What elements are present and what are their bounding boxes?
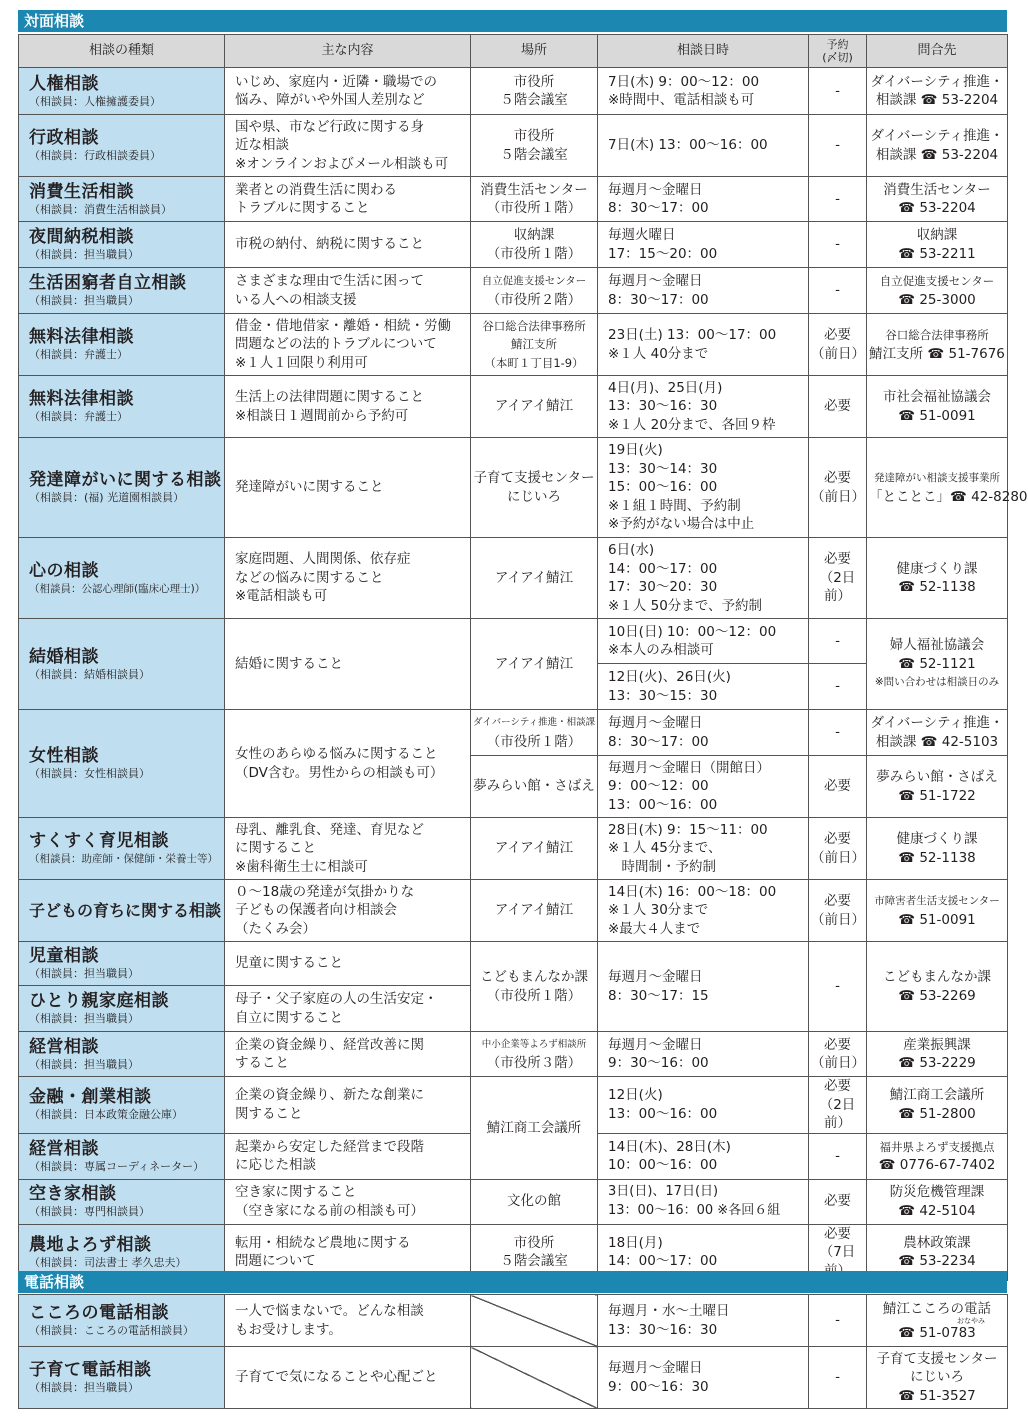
section-title-face: 対面相談 (18, 10, 1007, 32)
content-cell: 空き家に関すること （空き家になる前の相談も可） (225, 1179, 471, 1224)
consult-type-cell (19, 1347, 225, 1409)
datetime-cell: 14日(木)、28日(木) 10：00～16：00 (598, 1133, 809, 1179)
consult-type-cell (19, 314, 225, 376)
contact-line: 「とことこ」☎ 42-8280 (869, 488, 1028, 505)
table-row (19, 1347, 1008, 1409)
consult-staff: （相談員：結婚相談員） (29, 667, 150, 681)
datetime-cell: 毎週月～金曜日（開館日） 9：00～12：00 13：00～16：00 (598, 756, 809, 818)
content-cell: さまざまな理由で生活に困って いる人への相談支援 (225, 268, 471, 314)
consult-type-cell (19, 710, 225, 818)
place-cell: 市役所 ５階会議室 (471, 115, 598, 177)
datetime-cell: 14日(木) 16：00～18：00 ※１人 30分まで ※最大４人まで (598, 880, 809, 942)
datetime-cell: 12日(火)、26日(火) 13：30～15：30 (598, 664, 809, 710)
consult-type-cell (19, 1032, 225, 1077)
reserve-cell: 必要 (809, 376, 867, 438)
datetime-cell: 3日(日)、17日(日) 13：00～16：00 ※各回６組 (598, 1179, 809, 1224)
place-line: （市役所１階） (486, 733, 582, 750)
contact-cell: 鯖江商工会議所 ☎ 51-2800 (867, 1077, 1008, 1134)
datetime-cell: 毎週月～金曜日 8：30～17：00 (598, 268, 809, 314)
reserve-cell: - (809, 942, 867, 1032)
contact-cell: 子育て支援センター にじいろ ☎ 51-3527 (867, 1347, 1008, 1409)
datetime-cell: 毎週月～金曜日 9：30～16：00 (598, 1032, 809, 1077)
consult-type-cell (19, 268, 225, 314)
place-cell: 市役所 ５階会議室 (471, 1224, 598, 1281)
content-cell: 一人で悩まないで。どんな相談 もお受けします。 (225, 1295, 471, 1347)
consult-staff: （相談員：こころの電話相談員） (29, 1324, 194, 1337)
contact-line: 婦人福祉協議会 ☎ 52-1121 (889, 637, 985, 672)
place-line: （市役所３階） (486, 1055, 582, 1071)
contact-line: 市障害者生活支援センター (874, 895, 1000, 907)
consult-staff: （相談員：担当職員） (29, 1012, 139, 1025)
place-cell: こどもまんなか課 （市役所１階） (471, 942, 598, 1032)
consult-type-cell (19, 986, 225, 1032)
contact-cell: ダイバーシティ推進・ 相談課 ☎ 42-5103 (867, 710, 1008, 756)
reserve-cell: - (809, 1347, 867, 1409)
consult-title: 空き家相談 (29, 1184, 117, 1204)
datetime-cell: 6日(水) 14：00～17：00 17：30～20：30 ※１人 50分まで、予約制 (598, 538, 809, 619)
content-cell: 借金・借地借家・離婚・相続・労働 問題などの法的トラブルについて ※１人１回限り利用可 (225, 314, 471, 376)
contact-cell: 夢みらい館・さばえ ☎ 51-1722 (867, 756, 1008, 818)
contact-cell (867, 619, 1008, 710)
datetime-cell: 10日(日) 10：00～12：00 ※本人のみ相談可 (598, 619, 809, 664)
consult-title: 発達障がいに関する相談 (29, 470, 222, 490)
reserve-cell: - (809, 664, 867, 710)
contact-cell (867, 268, 1008, 314)
consult-type-cell (19, 1295, 225, 1347)
consult-staff: （相談員：専属コーディネーター） (29, 1159, 205, 1173)
consult-staff: （相談員：担当職員） (29, 294, 139, 307)
place-cell: アイアイ鯖江 (471, 880, 598, 942)
datetime-cell: 毎週月～金曜日 9：00～16：30 (598, 1347, 809, 1409)
consult-title: 人権相談 (29, 73, 99, 94)
datetime-cell: 19日(火) 13：30～14：30 15：00～16：00 ※１組１時間、予約制 ※予約がない場合は中止 (598, 438, 809, 538)
datetime-cell: 毎週月～金曜日 8：30～17：00 (598, 710, 809, 756)
reserve-cell: - (809, 177, 867, 222)
datetime-cell: 18日(月) 14：00～17：00 (598, 1224, 809, 1281)
datetime-cell: 7日(木) 9：00～12：00 ※時間中、電話相談も可 (598, 68, 809, 115)
consult-title: 児童相談 (29, 946, 99, 966)
consult-title: 夜間納税相談 (29, 227, 134, 247)
consult-title: 子どもの育ちに関する相談 (29, 901, 222, 920)
content-cell: 結婚に関すること (225, 619, 471, 710)
consult-staff: （相談員：消費生活相談員） (29, 202, 172, 216)
reserve-cell: - (809, 222, 867, 268)
place-cell: 子育て支援センター にじいろ (471, 438, 598, 538)
consult-title: 結婚相談 (29, 646, 99, 667)
consult-staff: （相談員：弁護士） (29, 410, 128, 423)
consult-title: 心の相談 (29, 560, 99, 581)
table-row (19, 222, 1008, 268)
consult-title: 無料法律相談 (29, 327, 134, 347)
table-row (19, 538, 1008, 619)
consult-title: 経営相談 (29, 1138, 99, 1159)
content-cell: 業者との消費生活に関わる トラブルに関すること (225, 177, 471, 222)
place-line: （市役所２階） (486, 291, 582, 308)
table-row (19, 68, 1008, 115)
contact-cell (867, 880, 1008, 942)
datetime-cell: 28日(木) 9：15～11：00 ※１人 45分まで、 時間制・予約制 (598, 818, 809, 880)
place-cell (471, 314, 598, 376)
table-row (19, 177, 1008, 222)
ruby-text: おなやみ (957, 1317, 985, 1326)
contact-line: 福井県よろず支援拠点 (879, 1139, 995, 1154)
table-row (19, 1032, 1008, 1077)
content-cell: 母乳、離乳食、発達、育児など に関すること ※歯科衛生士に相談可 (225, 818, 471, 880)
datetime-cell: 23日(土) 13：00～17：00 ※１人 40分まで (598, 314, 809, 376)
consult-staff: （相談員：行政相談委員） (29, 149, 161, 162)
consult-staff: （相談員：担当職員） (29, 967, 139, 980)
place-cell: 文化の館 (471, 1179, 598, 1224)
content-cell: 児童に関すること (225, 942, 471, 986)
content-cell: 発達障がいに関すること (225, 438, 471, 538)
consult-title: ひとり親家庭相談 (29, 991, 169, 1011)
place-cell (471, 710, 598, 756)
place-line: 鯖江支所 （本町１丁目1-9） (484, 337, 584, 370)
table-row (19, 268, 1008, 314)
contact-cell: ダイバーシティ推進・ 相談課 ☎ 53-2204 (867, 115, 1008, 177)
content-cell: 企業の資金繰り、経営改善に関 すること (225, 1032, 471, 1077)
table-row (19, 818, 1008, 880)
contact-cell: 市社会福祉協議会 ☎ 51-0091 (867, 376, 1008, 438)
content-cell: 子育てで気になることや心配ごと (225, 1347, 471, 1409)
contact-cell: 健康づくり課 ☎ 52-1138 (867, 538, 1008, 619)
datetime-cell: 7日(木) 13：00～16：00 (598, 115, 809, 177)
table-row (19, 314, 1008, 376)
place-cell: 収納課 （市役所１階） (471, 222, 598, 268)
col-header-datetime: 相談日時 (598, 35, 809, 68)
place-cell: アイアイ鯖江 (471, 619, 598, 710)
consult-type-cell (19, 376, 225, 438)
place-cell: 市役所 ５階会議室 (471, 68, 598, 115)
place-line: 中小企業等よろず相談所 (481, 1038, 587, 1050)
consult-title: こころの電話相談 (29, 1303, 169, 1323)
consult-staff: （相談員：担当職員） (29, 1381, 139, 1394)
section-title-phone: 電話相談 (18, 1271, 1007, 1293)
contact-line: 自立促進支援センター (879, 274, 995, 288)
col-header-type: 相談の種類 (19, 35, 225, 68)
place-cell-empty (471, 1347, 598, 1409)
place-cell: アイアイ鯖江 (471, 818, 598, 880)
consult-type-cell (19, 438, 225, 538)
contact-cell: 収納課 ☎ 53-2211 (867, 222, 1008, 268)
place-line: ダイバーシティ推進・相談課 (473, 717, 596, 728)
contact-cell: 防災危機管理課 ☎ 42-5104 (867, 1179, 1008, 1224)
content-cell: 市税の納付、納税に関すること (225, 222, 471, 268)
consult-staff: （相談員：公認心理師(臨床心理士)） (29, 582, 206, 595)
content-cell: 生活上の法律問題に関すること ※相談日１週間前から予約可 (225, 376, 471, 438)
place-cell: 鯖江商工会議所 (471, 1077, 598, 1180)
datetime-cell: 4日(月)、25日(月) 13：30～16：30 ※１人 20分まで、各回９枠 (598, 376, 809, 438)
content-cell: 起業から安定した経営まで段階 に応じた相談 (225, 1133, 471, 1179)
contact-cell: 産業振興課 ☎ 53-2229 (867, 1032, 1008, 1077)
content-cell: 家庭問題、人間関係、依存症 などの悩みに関すること ※電話相談も可 (225, 538, 471, 619)
table-row (19, 438, 1008, 538)
content-cell: 母子・父子家庭の人の生活安定・ 自立に関すること (225, 986, 471, 1032)
content-cell: 国や県、市など行政に関する身 近な相談 ※オンラインおよびメール相談も可 (225, 115, 471, 177)
consult-staff: （相談員：担当職員） (29, 248, 139, 261)
contact-cell: こどもまんなか課 ☎ 53-2269 (867, 942, 1008, 1032)
consult-staff: （相談員：専門相談員） (29, 1205, 150, 1218)
table-row (19, 1179, 1008, 1224)
phone-consultation-table (18, 1294, 1008, 1409)
contact-cell (867, 314, 1008, 376)
reserve-cell: 必要 （前日） (809, 818, 867, 880)
consult-title: 無料法律相談 (29, 389, 134, 409)
place-cell: アイアイ鯖江 (471, 376, 598, 438)
contact-cell: ダイバーシティ推進・ 相談課 ☎ 53-2204 (867, 68, 1008, 115)
table-row (19, 619, 1008, 664)
place-line: 谷口総合法律事務所 (482, 318, 586, 333)
consult-type-cell (19, 177, 225, 222)
consult-type-cell (19, 1133, 225, 1179)
consult-staff: （相談員：助産師・保健師・栄養士等） (29, 853, 218, 865)
contact-line: 鯖江支所 ☎ 51-7676 (869, 345, 1005, 362)
reserve-cell: 必要 （前日） (809, 880, 867, 942)
contact-cell: 消費生活センター ☎ 53-2204 (867, 177, 1008, 222)
place-cell-empty (471, 1295, 598, 1347)
reserve-cell: 必要 （前日） (809, 438, 867, 538)
consult-title: 経営相談 (29, 1036, 99, 1057)
consult-type-cell (19, 880, 225, 942)
consult-type-cell (19, 1077, 225, 1134)
consult-staff: （相談員：日本政策金融公庫） (29, 1108, 183, 1122)
col-header-place: 場所 (471, 35, 598, 68)
col-header-content: 主な内容 (225, 35, 471, 68)
contact-note: ※問い合わせは相談日のみ (874, 676, 1000, 689)
content-cell: いじめ、家庭内・近隣・職場での 悩み、障がいや外国人差別など (225, 68, 471, 115)
consult-staff: （相談員：担当職員） (29, 1057, 139, 1071)
table-row (19, 1295, 1008, 1347)
consult-staff: （相談員：人権擁護委員） (29, 94, 161, 108)
datetime-cell: 毎週火曜日 17：15～20：00 (598, 222, 809, 268)
table-row (19, 1077, 1008, 1134)
col-header-contact: 問合先 (867, 35, 1008, 68)
place-cell: アイアイ鯖江 (471, 538, 598, 619)
col-header-reserve: 予約 (〆切) (809, 35, 867, 68)
contact-line: ☎ 0776-67-7402 (878, 1157, 996, 1173)
reserve-cell: - (809, 619, 867, 664)
contact-cell (867, 1133, 1008, 1179)
table-row (19, 942, 1008, 986)
consult-title: 行政相談 (29, 128, 99, 148)
place-line: 自立促進支援センター (481, 275, 587, 287)
contact-line: 発達障がい相談支援事業所 (874, 472, 1000, 484)
content-cell: ０～18歳の発達が気掛かりな 子どもの保護者向け相談会 （たくみ会） (225, 880, 471, 942)
content-cell: 企業の資金繰り、新たな創業に 関すること (225, 1077, 471, 1134)
reserve-cell: 必要 （前日） (809, 314, 867, 376)
content-cell: 転用・相続など農地に関する 問題について (225, 1224, 471, 1281)
table-row (19, 115, 1008, 177)
contact-line: ☎ 51-0783 (898, 1325, 976, 1342)
consult-title: すくすく育児相談 (29, 831, 169, 851)
reserve-cell: - (809, 1133, 867, 1179)
contact-line: 谷口総合法律事務所 (885, 328, 989, 342)
contact-cell (867, 438, 1028, 538)
consult-staff: （相談員：(福) 光道園相談員） (29, 491, 185, 504)
table-row (19, 880, 1008, 942)
datetime-cell: 毎週月・水～土曜日 13：30～16：30 (598, 1295, 809, 1347)
consult-type-cell (19, 115, 225, 177)
consult-title: 子育て電話相談 (29, 1360, 152, 1380)
reserve-cell: - (809, 1295, 867, 1347)
contact-line: ☎ 25-3000 (898, 291, 976, 308)
table-row (19, 376, 1008, 438)
content-cell: 女性のあらゆる悩みに関すること （DV含む。男性からの相談も可） (225, 710, 471, 818)
consult-type-cell (19, 818, 225, 880)
face-consultation-table (18, 34, 1028, 1281)
consult-type-cell (19, 619, 225, 710)
reserve-cell: 必要 （2日前） (809, 1077, 867, 1134)
reserve-cell: 必要 (809, 1179, 867, 1224)
consult-title: 女性相談 (29, 746, 99, 766)
place-cell (471, 268, 598, 314)
reserve-cell: 必要 (809, 756, 867, 818)
consult-title: 消費生活相談 (29, 181, 134, 202)
reserve-cell: - (809, 115, 867, 177)
datetime-cell: 12日(火) 13：00～16：00 (598, 1077, 809, 1134)
consult-type-cell (19, 1179, 225, 1224)
contact-line: ☎ 51-0091 (898, 911, 976, 928)
datetime-cell: 毎週月～金曜日 8：30～17：15 (598, 942, 809, 1032)
consult-staff: （相談員：司法書士 孝久忠夫） (29, 1255, 187, 1269)
reserve-cell: - (809, 710, 867, 756)
contact-cell (867, 1295, 1008, 1347)
consult-title: 農地よろず相談 (29, 1234, 152, 1255)
table-row (19, 710, 1008, 756)
contact-line: 鯖江こころの電話 (883, 1300, 991, 1317)
reserve-cell: 必要 （前日） (809, 1032, 867, 1077)
place-cell (471, 1032, 598, 1077)
consult-staff: （相談員：弁護士） (29, 348, 128, 361)
place-cell: 夢みらい館・さばえ (471, 756, 598, 818)
consult-type-cell (19, 68, 225, 115)
contact-cell: 健康づくり課 ☎ 52-1138 (867, 818, 1008, 880)
consult-type-cell (19, 222, 225, 268)
place-cell: 消費生活センター （市役所１階） (471, 177, 598, 222)
consult-type-cell (19, 942, 225, 986)
datetime-cell: 毎週月～金曜日 8：30～17：00 (598, 177, 809, 222)
reserve-cell: - (809, 268, 867, 314)
reserve-cell: - (809, 68, 867, 115)
reserve-cell: 必要 （7日 (809, 1224, 867, 1281)
reserve-cell: 必要 （2日前） (809, 538, 867, 619)
consult-type-cell (19, 538, 225, 619)
consult-staff: （相談員：女性相談員） (29, 767, 150, 780)
consult-title: 金融・創業相談 (29, 1087, 152, 1108)
consult-title: 生活困窮者自立相談 (29, 273, 187, 293)
contact-cell: 農林政策課 ☎ 53-2234 (867, 1224, 1008, 1281)
